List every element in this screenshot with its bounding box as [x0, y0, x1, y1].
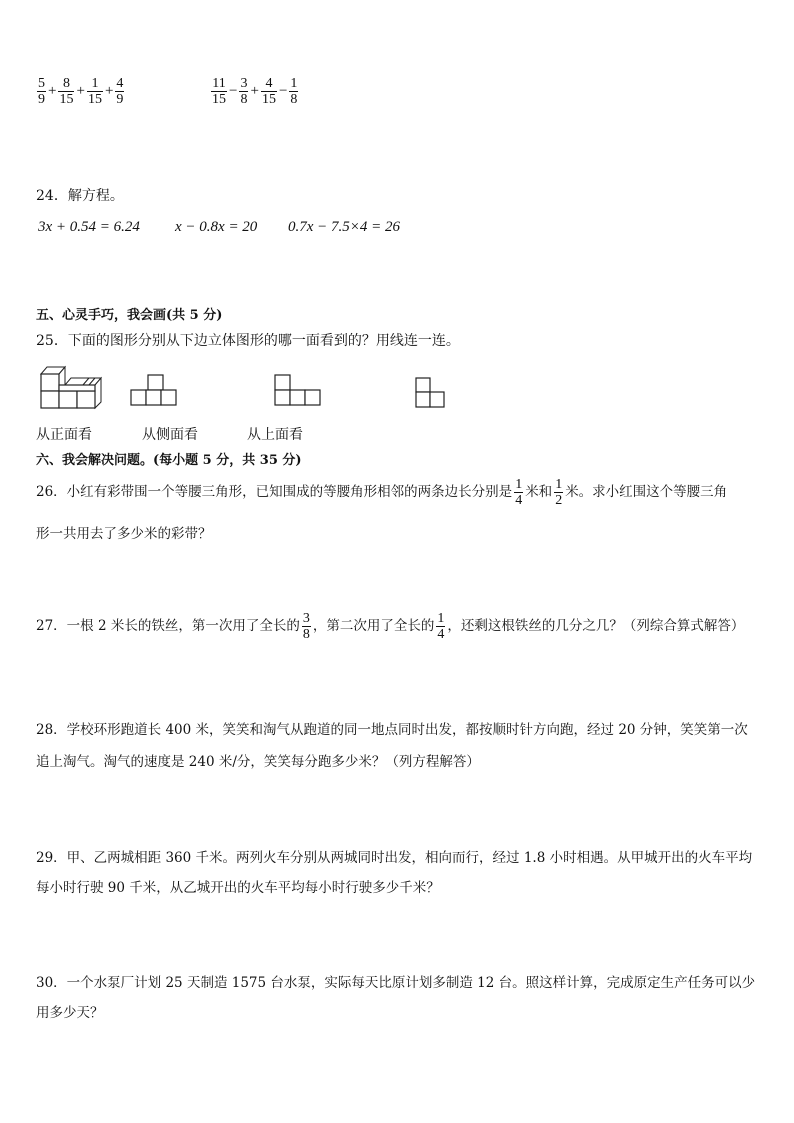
- solid-figure: [41, 367, 101, 408]
- q25-figures: [36, 356, 456, 412]
- fraction: $\frac{4}{9}$: [116, 76, 124, 107]
- q29-line-2: 每小时行驶 90 千米，从乙城开出的火车平均每小时行驶多少千米？: [36, 880, 440, 896]
- q30-line-1: 30．一个水泵厂计划 25 天制造 1575 台水泵，实际每天比原计划多制造 12 台。照这样计算，完成原定生产任务可以少: [36, 975, 756, 991]
- fraction: $\frac{1}{15}$: [87, 76, 102, 107]
- fraction: $\frac{11}{15}$: [212, 76, 226, 107]
- q24-title: 24．解方程。: [36, 188, 124, 204]
- fraction: $\frac{3}{8}$: [240, 76, 248, 107]
- q24-equation-1: 3x + 0.54 = 6.24: [38, 219, 140, 235]
- q28-line-1: 28．学校环形跑道长 400 米，笑笑和淘气从跑道的同一地点同时出发，都按顺时针方向跑，经过 20 分钟，笑笑第一次: [36, 722, 748, 738]
- fraction: $\frac{1}{4}$: [437, 611, 445, 642]
- fraction-expression-2: $\frac{11}{15}$ − $\frac{3}{8}$ + $\frac{4}{15}$ − $\frac{1}{8}$: [212, 76, 298, 107]
- q24-equation-2: x − 0.8x = 20: [175, 219, 258, 235]
- fraction: $\frac{4}{15}$: [261, 76, 276, 107]
- q25-label-side: 从侧面看: [142, 427, 198, 443]
- q24-equation-3: 0.7x − 7.5×4 = 26: [288, 219, 401, 235]
- q25-text: 25．下面的图形分别从下边立体图形的哪一面看到的？用线连一连。: [36, 333, 460, 349]
- fraction: $\frac{5}{9}$: [38, 76, 45, 107]
- fraction: $\frac{3}{8}$: [302, 611, 310, 642]
- q25-label-top: 从上面看: [247, 427, 303, 443]
- q25-label-front: 从正面看: [36, 427, 92, 443]
- q27-line-1: 27．一根 2 米长的铁丝，第一次用了全长的 $\frac{3}{8}$ ，第二次用了全长的 $\frac{1}{4}$ ，还剩这根铁丝的几分之几？（列综合算式解答）: [36, 611, 745, 642]
- q29-line-1: 29．甲、乙两城相距 360 千米。两列火车分别从两城同时出发，相向而行，经过 1.8 小时相遇。从甲城开出的火车平均: [36, 850, 753, 866]
- section-6-title: 六、我会解决问题。(每小题 5 分，共 35 分): [36, 453, 302, 468]
- section-5-title: 五、心灵手巧，我会画(共 5 分): [36, 308, 223, 323]
- fraction: $\frac{1}{8}$: [290, 76, 298, 107]
- q30-line-2: 用多少天？: [36, 1005, 104, 1021]
- view-figure-b: [275, 375, 320, 405]
- view-figure-a: [131, 375, 176, 405]
- q26-line-1: 26．小红有彩带围一个等腰三角形，已知围成的等腰角形相邻的两条边长分别是 $\frac{1}{4}$ 米和 $\frac{1}{2}$ 米。求小红围这个等腰三角: [36, 477, 728, 508]
- q28-line-2: 追上淘气。淘气的速度是 240 米/分，笑笑每分跑多少米？（列方程解答）: [36, 754, 480, 770]
- fraction: $\frac{8}{15}$: [59, 76, 74, 107]
- view-figure-c: [416, 378, 444, 407]
- fraction-expression-1: $\frac{5}{9}$ + $\frac{8}{15}$ + $\frac{1}{15}$ + $\frac{4}{9}$: [38, 76, 124, 107]
- q26-line-2: 形一共用去了多少米的彩带？: [36, 526, 212, 542]
- fraction: $\frac{1}{2}$: [555, 477, 563, 508]
- fraction: $\frac{1}{4}$: [515, 477, 523, 508]
